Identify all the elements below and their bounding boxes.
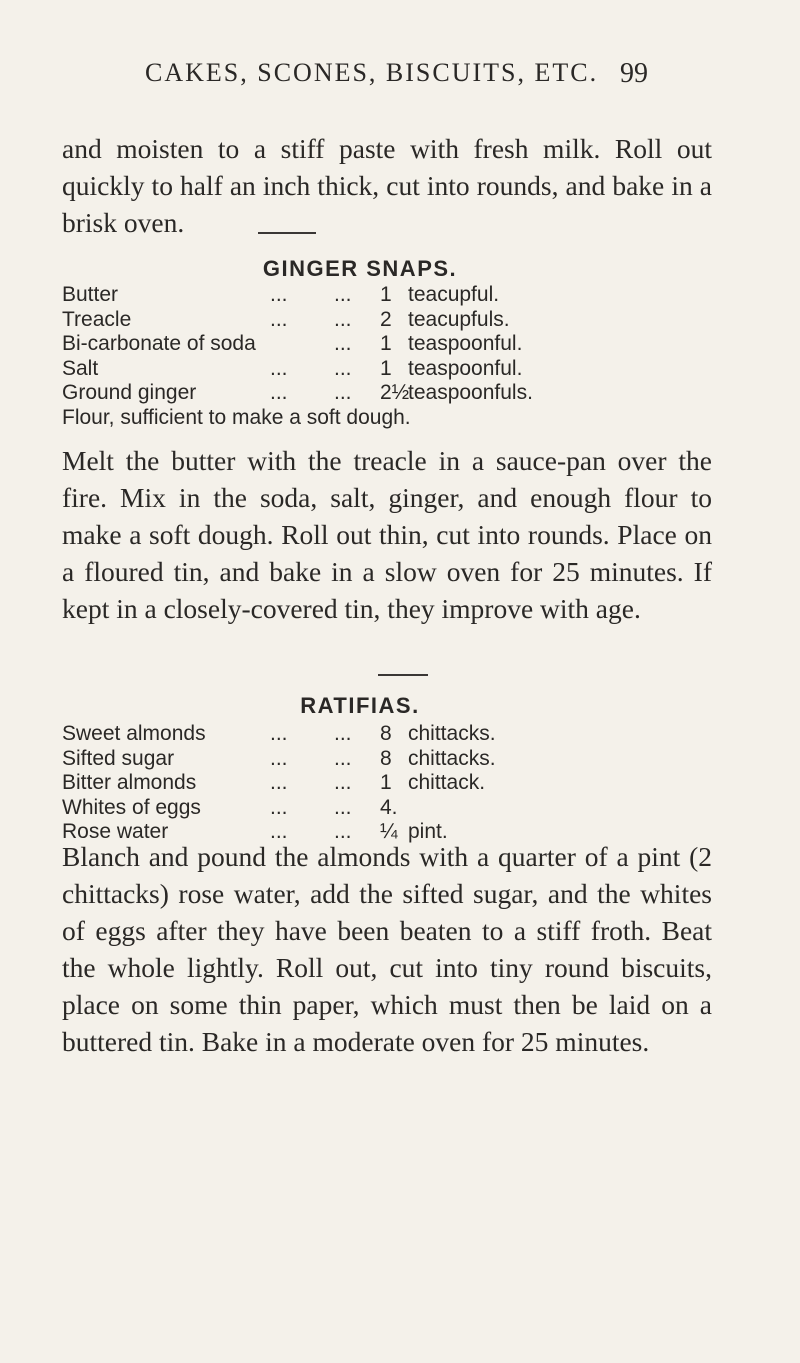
intro-paragraph: and moisten to a stiff paste with fresh milk. Roll out quickly to half an inch thick, cut into rounds, and bake in a brisk oven. — [62, 133, 712, 238]
ingredient-unit: teacupful. — [408, 283, 500, 306]
leader-dots: ... — [270, 356, 288, 380]
leader-dots: ... — [270, 771, 288, 794]
leader-dots: ... — [334, 795, 352, 819]
ratifias-method: Blanch and pound the almonds with a quarter of a pint (2 chittacks) rose water, add the sifted sugar, and the whites of eggs after they have been beaten to a stiff froth. Beat the whole lightly. Roll out, cut into tiny round biscuits, place on some thin paper, which must then be laid on a buttered tin. Bake in a moderate oven for 25 minutes. — [62, 841, 712, 1057]
ingredient-quantity: 8 — [380, 722, 392, 745]
ingredient-unit: teacupfuls. — [408, 307, 510, 331]
ginger-snaps-method: Melt the butter with the treacle in a sauce-pan over the fire. Mix in the soda, salt, ginger, and enough flour to make a soft dough. Roll out thin, cut into rounds. Place on a floured tin, and bake in a slow oven for 25 minutes. If kept in a closely-covered tin, they improve with age. — [62, 445, 712, 624]
ingredient-name: Treacle — [62, 307, 132, 331]
leader-dots: ... — [334, 746, 352, 770]
leader-dots: ... — [270, 381, 288, 404]
ingredient-name: Butter — [62, 283, 119, 306]
ingredient-quantity: 1 — [380, 356, 392, 380]
running-title: CAKES, SCONES, BISCUITS, ETC. — [145, 58, 599, 87]
ingredient-quantity: ¼ — [380, 820, 398, 843]
leader-dots: ... — [270, 820, 288, 843]
ingredient-name: Whites of eggs — [62, 795, 201, 819]
leader-dots: ... — [334, 722, 352, 745]
leader-dots: ... — [334, 771, 352, 794]
leader-dots: ... — [334, 820, 352, 843]
section-divider — [258, 232, 316, 234]
ingredient-unit: teaspoonfuls. — [408, 381, 533, 404]
ingredient-name: Ground ginger — [62, 381, 197, 404]
ingredient-unit: chittacks. — [408, 722, 496, 745]
ingredient-name: Sweet almonds — [62, 722, 206, 745]
leader-dots: ... — [270, 307, 288, 331]
leader-dots: ... — [334, 283, 352, 306]
section-divider — [378, 674, 428, 676]
ingredient-quantity: 4. — [380, 795, 398, 819]
ingredient-unit: chittacks. — [408, 746, 496, 770]
page-number: 99 — [620, 58, 648, 89]
ingredient-quantity: 1 — [380, 283, 392, 306]
ingredient-quantity: 2½ — [380, 381, 410, 404]
ingredient-quantity: 8 — [380, 746, 392, 770]
ingredient-unit: chittack. — [408, 771, 486, 794]
leader-dots: ... — [270, 283, 288, 306]
leader-dots: ... — [270, 746, 288, 770]
ingredient-name: Bitter almonds — [62, 771, 197, 794]
ingredient-unit: pint. — [408, 820, 448, 843]
flour-line: Flour, sufficient to make a soft dough. — [62, 406, 411, 429]
running-head — [0, 58, 800, 98]
ginger-snaps-heading: GINGER SNAPS. — [262, 256, 458, 281]
ingredient-quantity: 1 — [380, 771, 392, 794]
ingredient-name: Bi-carbonate of soda — [62, 332, 256, 355]
ratifias-heading: RATIFIAS. — [300, 693, 420, 718]
leader-dots: ... — [334, 356, 352, 380]
ingredient-name: Rose water — [62, 820, 169, 843]
ingredient-quantity: 2 — [380, 307, 392, 331]
ingredient-quantity: 1 — [380, 332, 392, 355]
leader-dots: ... — [270, 722, 288, 745]
ingredient-name: Salt — [62, 356, 99, 380]
ingredient-unit: teaspoonful. — [408, 332, 523, 355]
leader-dots: ... — [270, 795, 288, 819]
leader-dots: ... — [334, 307, 352, 331]
leader-dots: ... — [334, 332, 352, 355]
leader-dots: ... — [334, 381, 352, 404]
ingredient-unit: teaspoonful. — [408, 356, 523, 380]
ingredient-name: Sifted sugar — [62, 746, 175, 770]
